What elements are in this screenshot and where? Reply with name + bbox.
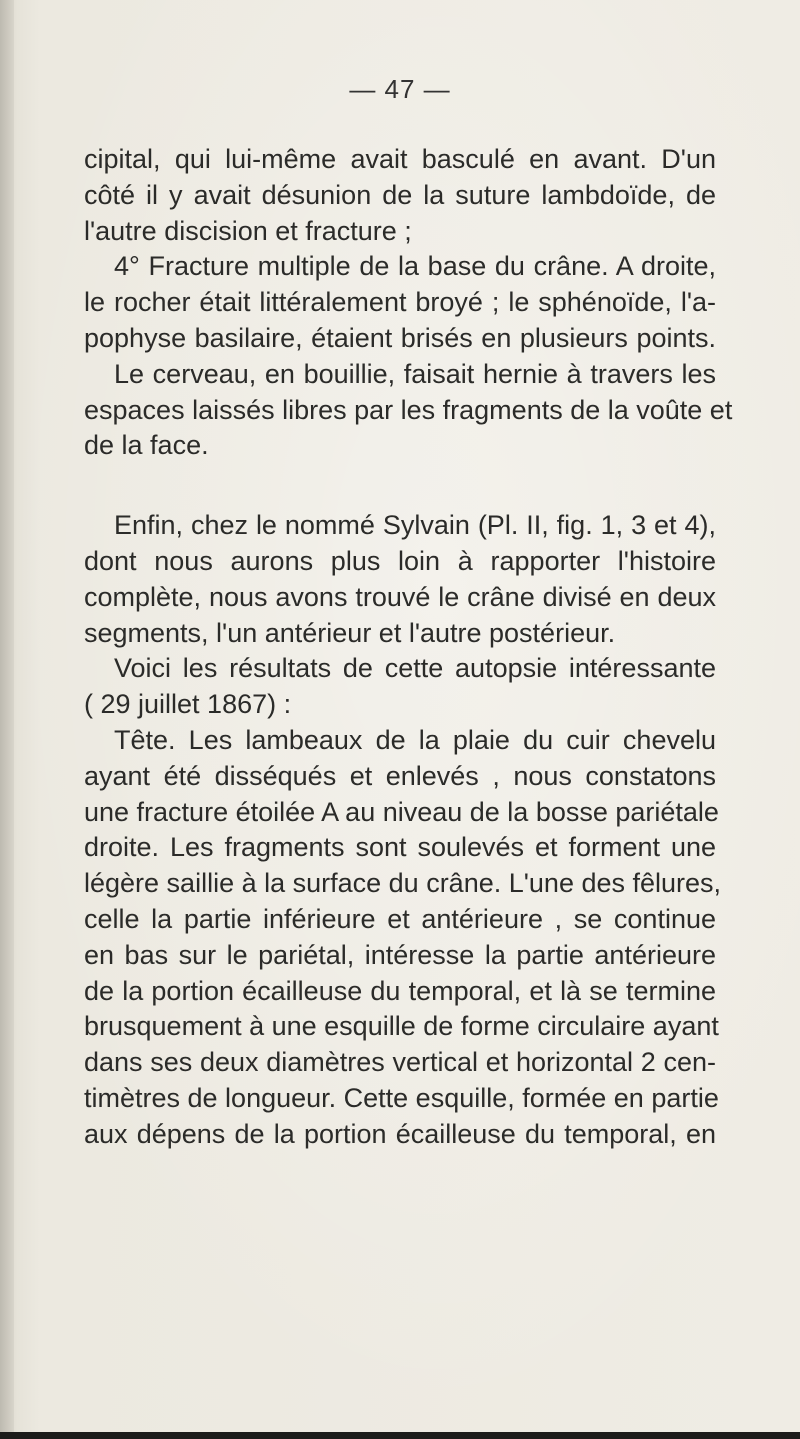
text-line: Tête. Les lambeaux de la plaie du cuir chevelu <box>114 724 716 755</box>
text-line: celle la partie inférieure et antérieure , se continue <box>84 903 716 934</box>
text-line: dans ses deux diamètres vertical et horizontal 2 cen- <box>84 1047 716 1078</box>
text-line: Le cerveau, en bouillie, faisait hernie à travers les <box>114 358 716 389</box>
text-line: ayant été disséqués et enlevés , nous constatons <box>84 760 716 791</box>
text-line: ( 29 juillet 1867) : <box>84 689 292 720</box>
text-line: brusquement à une esquille de forme circulaire ayant <box>84 1011 719 1042</box>
text-line: de la portion écailleuse du temporal, et là se termine <box>84 975 716 1006</box>
text-line: le rocher était littéralement broyé ; le sphénoïde, l'a- <box>84 287 716 318</box>
text-line: Enfin, chez le nommé Sylvain (Pl. II, fig. 1, 3 et 4), <box>114 510 716 541</box>
text-line: de la face. <box>84 430 209 461</box>
text-line: segments, l'un antérieur et l'autre postérieur. <box>84 617 616 648</box>
text-line: une fracture étoilée A au niveau de la bosse pariétale <box>84 796 719 827</box>
text-line: dont nous aurons plus loin à rapporter l'histoire <box>84 545 716 576</box>
text-line: complète, nous avons trouvé le crâne divisé en deux <box>84 581 716 612</box>
text-line: légère saillie à la surface du crâne. L'une des fêlures, <box>84 868 722 899</box>
page-number: — 47 — <box>349 74 451 104</box>
binding-gutter <box>0 0 14 1439</box>
paragraph-gap <box>84 464 716 508</box>
text-line: côté il y avait désunion de la suture lambdoïde, de <box>84 179 716 210</box>
text-line: espaces laissés libres par les fragments de la voûte et <box>84 394 733 425</box>
text-line: l'autre discision et fracture ; <box>84 215 412 246</box>
text-line: Voici les résultats de cette autopsie intéressante <box>114 653 716 684</box>
text-line: timètres de longueur. Cette esquille, formée en partie <box>84 1082 719 1113</box>
text-line: droite. Les fragments sont soulevés et forment une <box>84 832 716 863</box>
page-bottom-edge <box>0 1432 800 1439</box>
text-line: cipital, qui lui-même avait basculé en avant. D'un <box>84 144 716 174</box>
text-line: aux dépens de la portion écailleuse du temporal, en <box>84 1118 716 1149</box>
body-text <box>84 142 733 1153</box>
text-line: 4° Fracture multiple de la base du crâne. A droite, <box>114 251 716 282</box>
text-line: en bas sur le pariétal, intéresse la partie antérieure <box>84 939 716 970</box>
text-line: pophyse basilaire, étaient brisés en plusieurs points. <box>84 322 716 353</box>
